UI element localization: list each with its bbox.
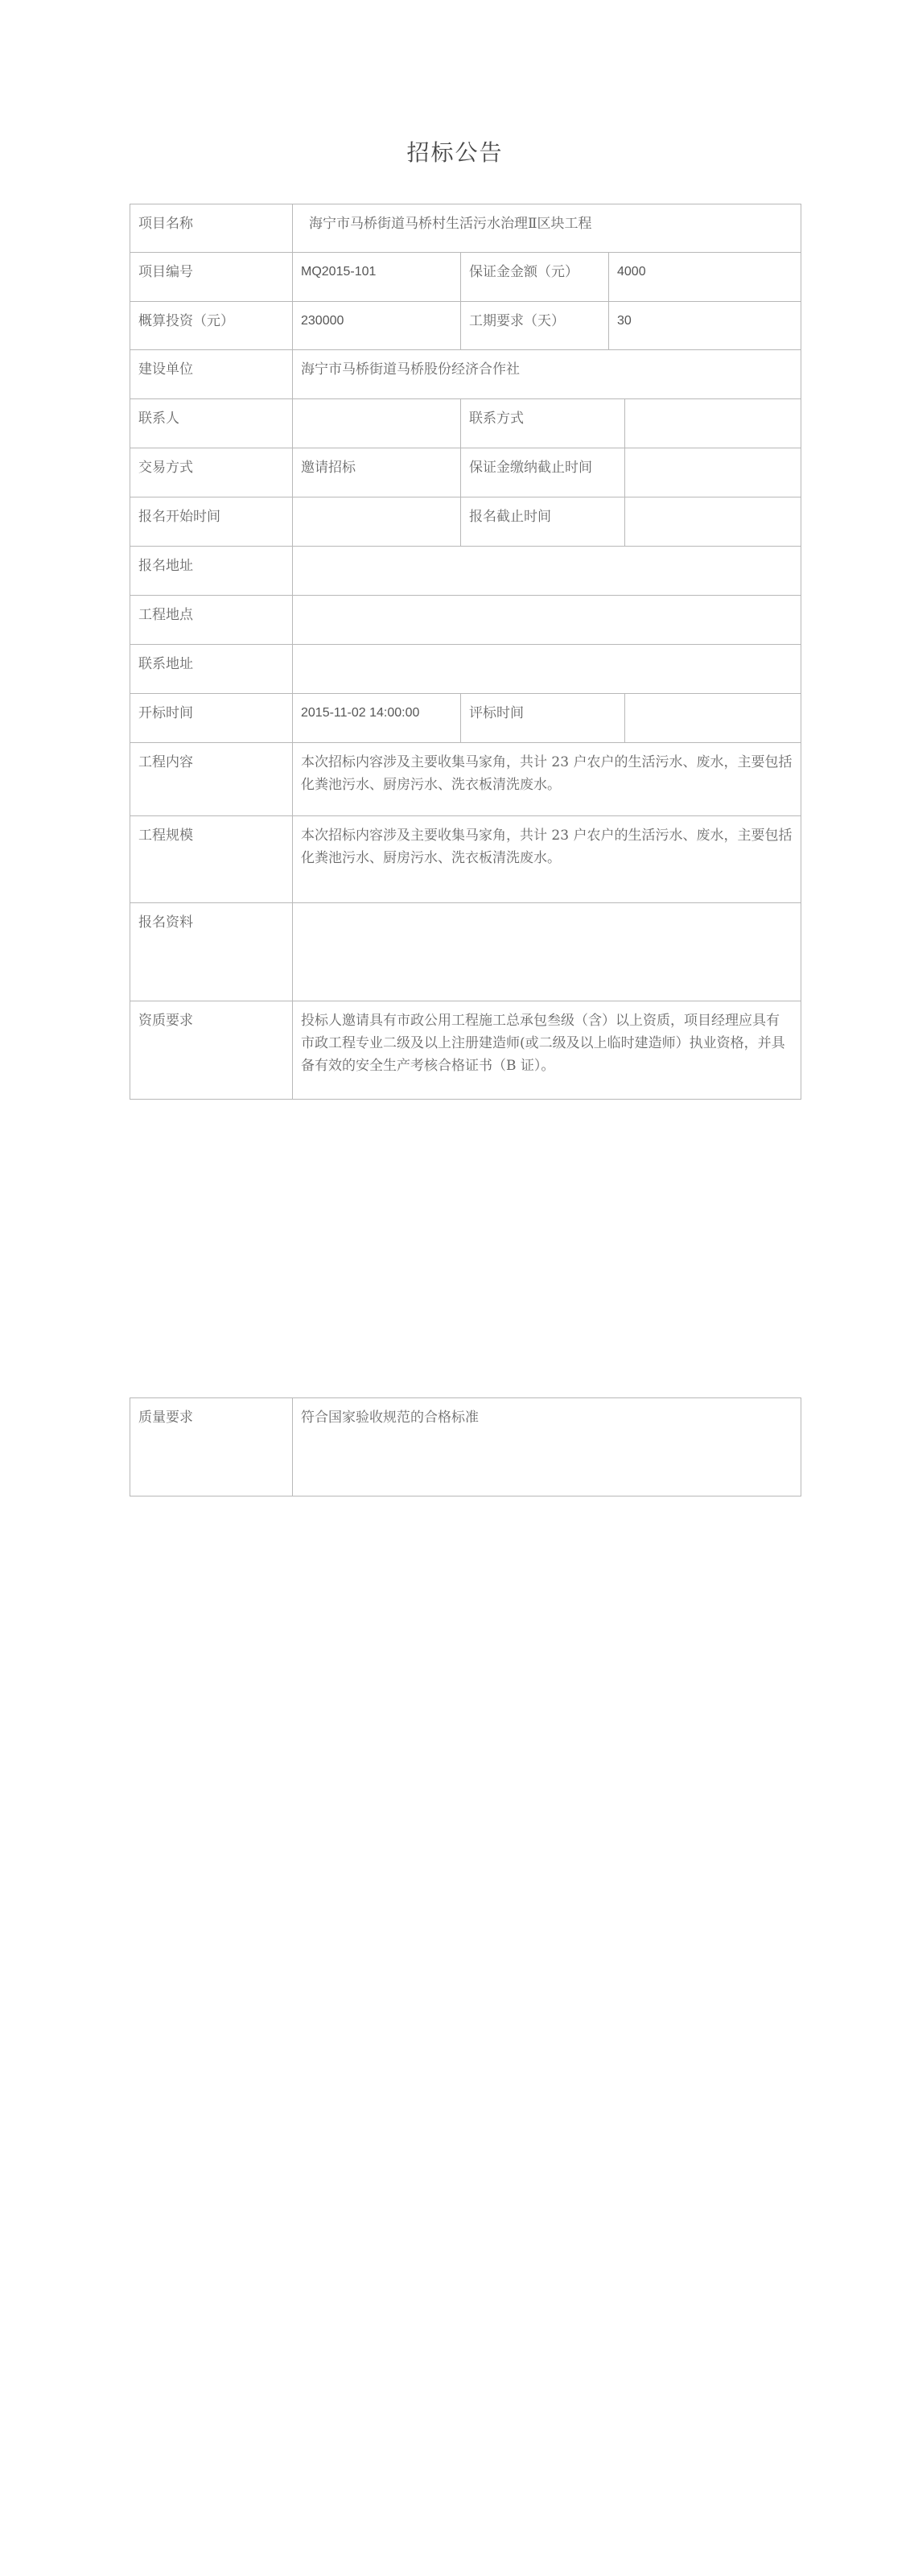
row-project-name xyxy=(130,204,801,253)
value-project-no: MQ2015-101 xyxy=(293,253,461,302)
label-registration-deadline: 报名截止时间 xyxy=(461,497,625,547)
row-open-time xyxy=(130,694,801,743)
label-registration-start: 报名开始时间 xyxy=(130,497,293,547)
value-contact-method xyxy=(625,399,801,448)
label-registration-address: 报名地址 xyxy=(130,547,293,596)
value-registration-docs xyxy=(293,903,801,1001)
value-open-time: 2015-11-02 14:00:00 xyxy=(293,694,461,743)
label-project-no: 项目编号 xyxy=(130,253,293,302)
row-trade-mode xyxy=(130,448,801,497)
label-deposit-deadline: 保证金缴纳截止时间 xyxy=(461,448,625,497)
value-registration-deadline xyxy=(625,497,801,547)
label-builder: 建设单位 xyxy=(130,350,293,399)
value-deposit-amount: 4000 xyxy=(609,253,801,302)
value-budget: 230000 xyxy=(293,302,461,350)
label-registration-docs: 报名资料 xyxy=(130,903,293,1001)
value-quality: 符合国家验收规范的合格标准 xyxy=(293,1398,801,1496)
label-budget: 概算投资（元） xyxy=(130,302,293,350)
value-evaluation-time xyxy=(625,694,801,743)
label-deposit-amount: 保证金金额（元） xyxy=(461,253,609,302)
label-content: 工程内容 xyxy=(130,743,293,816)
value-trade-mode: 邀请招标 xyxy=(293,448,461,497)
label-evaluation-time: 评标时间 xyxy=(461,694,625,743)
value-registration-start xyxy=(293,497,461,547)
row-scale xyxy=(130,816,801,903)
quality-table xyxy=(130,1397,801,1496)
row-registration-time xyxy=(130,497,801,547)
page-title: 招标公告 xyxy=(406,139,504,166)
label-contact: 联系人 xyxy=(130,399,293,448)
label-open-time: 开标时间 xyxy=(130,694,293,743)
value-builder: 海宁市马桥街道马桥股份经济合作社 xyxy=(293,350,801,399)
row-contact-address xyxy=(130,645,801,694)
value-registration-address xyxy=(293,547,801,596)
row-registration-docs xyxy=(130,903,801,1001)
label-contact-method: 联系方式 xyxy=(461,399,625,448)
label-qualification: 资质要求 xyxy=(130,1001,293,1100)
value-project-name: 海宁市马桥街道马桥村生活污水治理Ⅱ区块工程 xyxy=(293,204,801,253)
row-builder xyxy=(130,350,801,399)
label-duration: 工期要求（天） xyxy=(461,302,609,350)
value-content: 本次招标内容涉及主要收集马家角，共计 23 户农户的生活污水、废水，主要包括化粪池污水、厨房污水、洗衣板清洗废水。 xyxy=(293,743,801,816)
label-quality: 质量要求 xyxy=(130,1398,293,1496)
label-trade-mode: 交易方式 xyxy=(130,448,293,497)
label-scale: 工程规模 xyxy=(130,816,293,903)
value-site xyxy=(293,596,801,645)
row-site xyxy=(130,596,801,645)
row-qualification xyxy=(130,1001,801,1100)
value-deposit-deadline xyxy=(625,448,801,497)
value-contact xyxy=(293,399,461,448)
row-project-no xyxy=(130,253,801,302)
row-contact xyxy=(130,399,801,448)
value-scale: 本次招标内容涉及主要收集马家角，共计 23 户农户的生活污水、废水，主要包括化粪池污水、厨房污水、洗衣板清洗废水。 xyxy=(293,816,801,903)
label-contact-address: 联系地址 xyxy=(130,645,293,694)
row-registration-address xyxy=(130,547,801,596)
row-budget xyxy=(130,302,801,350)
row-quality xyxy=(130,1398,801,1496)
label-project-name: 项目名称 xyxy=(130,204,293,253)
value-contact-address xyxy=(293,645,801,694)
row-content xyxy=(130,743,801,816)
value-duration: 30 xyxy=(609,302,801,350)
label-site: 工程地点 xyxy=(130,596,293,645)
value-qualification: 投标人邀请具有市政公用工程施工总承包叁级（含）以上资质，项目经理应具有市政工程专业二级及以上注册建造师(或二级及以上临时建造师）执业资格，并具备有效的安全生产考核合格证书（B 证）。 xyxy=(293,1001,801,1100)
tender-info-table xyxy=(130,204,801,1100)
